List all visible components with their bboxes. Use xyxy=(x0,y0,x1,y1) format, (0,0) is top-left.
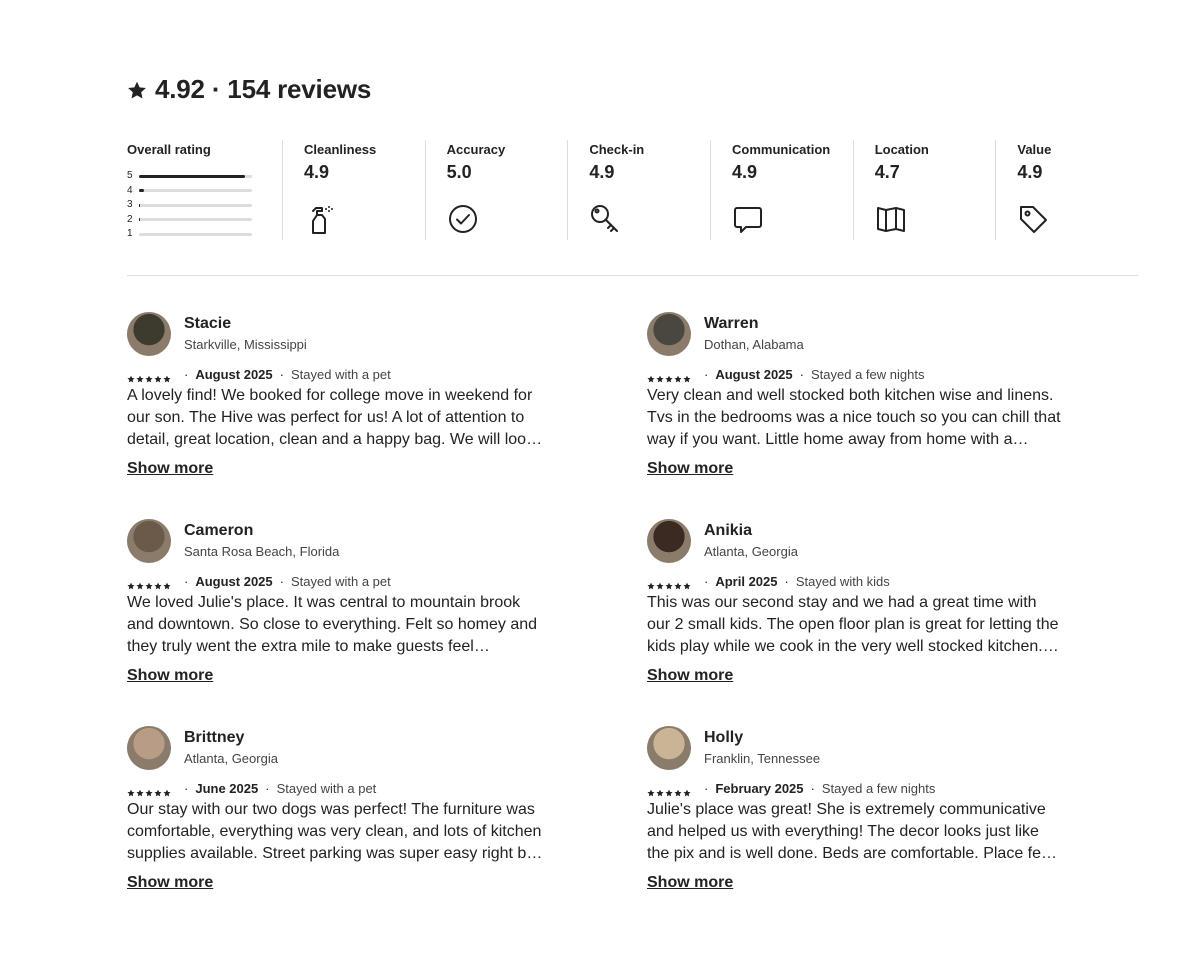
stay-type: Stayed with kids xyxy=(795,574,890,589)
separator-dot: · xyxy=(265,781,270,796)
review-text: Very clean and well stocked both kitchen wise and linens. Tvs in the bedrooms was a nice touch so you can chill that way if you want. Little home away from home with a xyxy=(647,387,1061,448)
show-more-button[interactable]: Show more xyxy=(647,667,734,684)
rating-bar-track xyxy=(139,189,252,192)
star-icon xyxy=(163,578,171,586)
category-label: Location xyxy=(874,142,929,157)
category-value-number: 4.9 xyxy=(1017,162,1043,182)
spray-bottle-icon xyxy=(304,203,336,235)
avatar[interactable] xyxy=(127,726,171,770)
category-label: Value xyxy=(1017,142,1052,157)
separator-dot: · xyxy=(184,367,189,382)
star-icon xyxy=(145,371,153,379)
show-more-button[interactable]: Show more xyxy=(127,460,214,477)
avatar[interactable] xyxy=(647,726,691,770)
category-location xyxy=(854,140,997,240)
star-icon xyxy=(136,578,144,586)
star-icon xyxy=(665,785,673,793)
category-communication xyxy=(711,140,854,240)
separator-dot: · xyxy=(704,367,709,382)
review-meta xyxy=(647,574,890,589)
category-value: 4.9 xyxy=(589,162,615,182)
rating-bar-track xyxy=(139,204,252,207)
separator-dot: · xyxy=(784,574,789,589)
review-stars xyxy=(127,371,171,379)
star-icon xyxy=(656,371,664,379)
separator-dot: · xyxy=(799,367,804,382)
separator-dot: · xyxy=(279,367,284,382)
key-icon xyxy=(589,203,621,235)
overall-rating-label: Overall rating xyxy=(127,142,211,157)
separator-dot: · xyxy=(184,781,189,796)
reviewer-location: Starkville, Mississippi xyxy=(184,337,307,352)
reviewer-location: Atlanta, Georgia xyxy=(704,544,798,559)
rating-bar-label: 3 xyxy=(127,199,133,211)
rating-bar-fill xyxy=(139,189,144,192)
category-label: Cleanliness xyxy=(304,142,377,157)
star-icon xyxy=(674,371,682,379)
review-stars xyxy=(647,371,691,379)
star-icon xyxy=(136,785,144,793)
star-icon xyxy=(674,578,682,586)
category-value xyxy=(996,140,1138,240)
review-stars xyxy=(647,785,691,793)
reviewer-name: Holly xyxy=(704,729,744,746)
reviewer-name: Cameron xyxy=(184,522,254,539)
star-icon xyxy=(127,80,147,100)
review-date: August 2025 xyxy=(195,367,273,382)
reviewer-name: Brittney xyxy=(184,729,245,746)
star-icon xyxy=(647,785,655,793)
star-icon xyxy=(145,578,153,586)
rating-bar-label: 4 xyxy=(127,184,133,196)
show-more-button[interactable]: Show more xyxy=(647,874,734,891)
category-value: 4.7 xyxy=(874,162,900,182)
star-icon xyxy=(127,578,135,586)
category-value: 4.9 xyxy=(304,162,330,182)
overall-rating xyxy=(127,140,283,240)
separator-dot: · xyxy=(184,574,189,589)
star-icon xyxy=(163,785,171,793)
avatar[interactable] xyxy=(647,519,691,563)
category-check-in xyxy=(568,140,711,240)
separator-dot: · xyxy=(704,574,709,589)
review-meta xyxy=(647,367,924,382)
review-date: February 2025 xyxy=(715,781,804,796)
star-icon xyxy=(136,371,144,379)
category-label: Communication xyxy=(732,142,831,157)
star-icon xyxy=(127,371,135,379)
review-text: A lovely find! We booked for college move in weekend for our son. The Hive was perfect for us! A lot of attention to detail, great location, clean and a happy bag. We will look xyxy=(127,387,535,448)
review-date: April 2025 xyxy=(715,574,778,589)
star-icon xyxy=(163,371,171,379)
show-more-button[interactable]: Show more xyxy=(127,874,214,891)
review-text: We loved Julie's place. It was central to mountain brook and downtown. So close to everything. Felt so homey and they truly went the extra mile to make guests feel xyxy=(127,594,538,655)
reviews-header xyxy=(127,74,371,105)
category-accuracy xyxy=(426,140,569,240)
rating-bar-row xyxy=(127,227,282,242)
rating-bar-fill xyxy=(139,175,245,178)
reviewer-location: Dothan, Alabama xyxy=(704,337,804,352)
stay-type: Stayed with a pet xyxy=(291,574,391,589)
rating-bar-track xyxy=(139,233,252,236)
category-label: Accuracy xyxy=(446,142,506,157)
review-text: Our stay with our two dogs was perfect! The furniture was comfortable, everything was very clean, and lots of kitchen supplies available. Street parking was super easy right by xyxy=(127,801,542,862)
star-icon xyxy=(647,578,655,586)
stay-type: Stayed a few nights xyxy=(811,367,925,382)
rating-bar-fill xyxy=(139,204,140,207)
rating-bar-track xyxy=(139,218,252,221)
avatar[interactable] xyxy=(127,312,171,356)
avatar[interactable] xyxy=(127,519,171,563)
review-text: Julie's place was great! She is extremely communicative and helped us with everything! The decor looks just like the pix and is well done. Beds are comfortable. Place feels xyxy=(647,801,1062,862)
tag-icon xyxy=(1017,203,1049,235)
star-icon xyxy=(683,578,691,586)
star-icon xyxy=(154,785,162,793)
separator-dot: · xyxy=(810,781,815,796)
star-icon xyxy=(683,371,691,379)
review-stars xyxy=(127,785,171,793)
avatar[interactable] xyxy=(647,312,691,356)
reviewer-name: Warren xyxy=(704,315,759,332)
reviewer-location: Santa Rosa Beach, Florida xyxy=(184,544,340,559)
category-value: 5.0 xyxy=(446,162,472,182)
reviewer-location: Franklin, Tennessee xyxy=(704,751,821,766)
review-meta xyxy=(127,574,391,589)
chat-bubble-icon xyxy=(732,203,764,235)
reviewer-name: Stacie xyxy=(184,315,232,332)
rating-bar-row xyxy=(127,213,282,228)
review-date: June 2025 xyxy=(195,781,259,796)
stay-type: Stayed a few nights xyxy=(821,781,936,796)
rating-bar-label: 1 xyxy=(127,228,133,240)
rating-bar-fill xyxy=(139,218,140,221)
ratings-summary xyxy=(127,140,1138,240)
category-cleanliness xyxy=(283,140,426,240)
review-stars xyxy=(127,578,171,586)
star-icon xyxy=(656,578,664,586)
reviewer-name: Anikia xyxy=(704,522,753,539)
check-circle-icon xyxy=(447,203,479,235)
review-meta xyxy=(127,781,376,796)
show-more-button[interactable]: Show more xyxy=(127,667,214,684)
star-icon xyxy=(154,371,162,379)
section-divider xyxy=(127,275,1138,276)
separator-dot: · xyxy=(704,781,709,796)
separator-dot: · xyxy=(279,574,284,589)
review-meta xyxy=(127,367,391,382)
map-icon xyxy=(875,203,907,235)
rating-bar-row xyxy=(127,169,282,184)
rating-bar-label: 2 xyxy=(127,213,133,225)
star-icon xyxy=(145,785,153,793)
review-date: August 2025 xyxy=(195,574,273,589)
review-text: This was our second stay and we had a great time with our 2 small kids. The open floor plan is great for letting the kids play while we cook in the very well stocked kitchen. xyxy=(647,594,1059,655)
category-label: Check-in xyxy=(589,142,645,157)
star-icon xyxy=(665,371,673,379)
stay-type: Stayed with a pet xyxy=(276,781,377,796)
star-icon xyxy=(665,578,673,586)
review-stars xyxy=(647,578,691,586)
reviewer-location: Atlanta, Georgia xyxy=(184,751,278,766)
star-icon xyxy=(656,785,664,793)
review-meta xyxy=(647,781,935,796)
reviews-title: 4.92 · 154 reviews xyxy=(155,74,372,104)
rating-distribution xyxy=(127,169,282,242)
star-icon xyxy=(647,371,655,379)
show-more-button[interactable]: Show more xyxy=(647,460,734,477)
star-icon xyxy=(154,578,162,586)
review-date: August 2025 xyxy=(715,367,793,382)
rating-bar-label: 5 xyxy=(127,170,133,182)
rating-bar-track xyxy=(139,175,252,178)
rating-bar-row xyxy=(127,198,282,213)
stay-type: Stayed with a pet xyxy=(291,367,391,382)
star-icon xyxy=(127,785,135,793)
category-value: 4.9 xyxy=(732,162,758,182)
star-icon xyxy=(683,785,691,793)
rating-bar-row xyxy=(127,184,282,199)
star-icon xyxy=(674,785,682,793)
